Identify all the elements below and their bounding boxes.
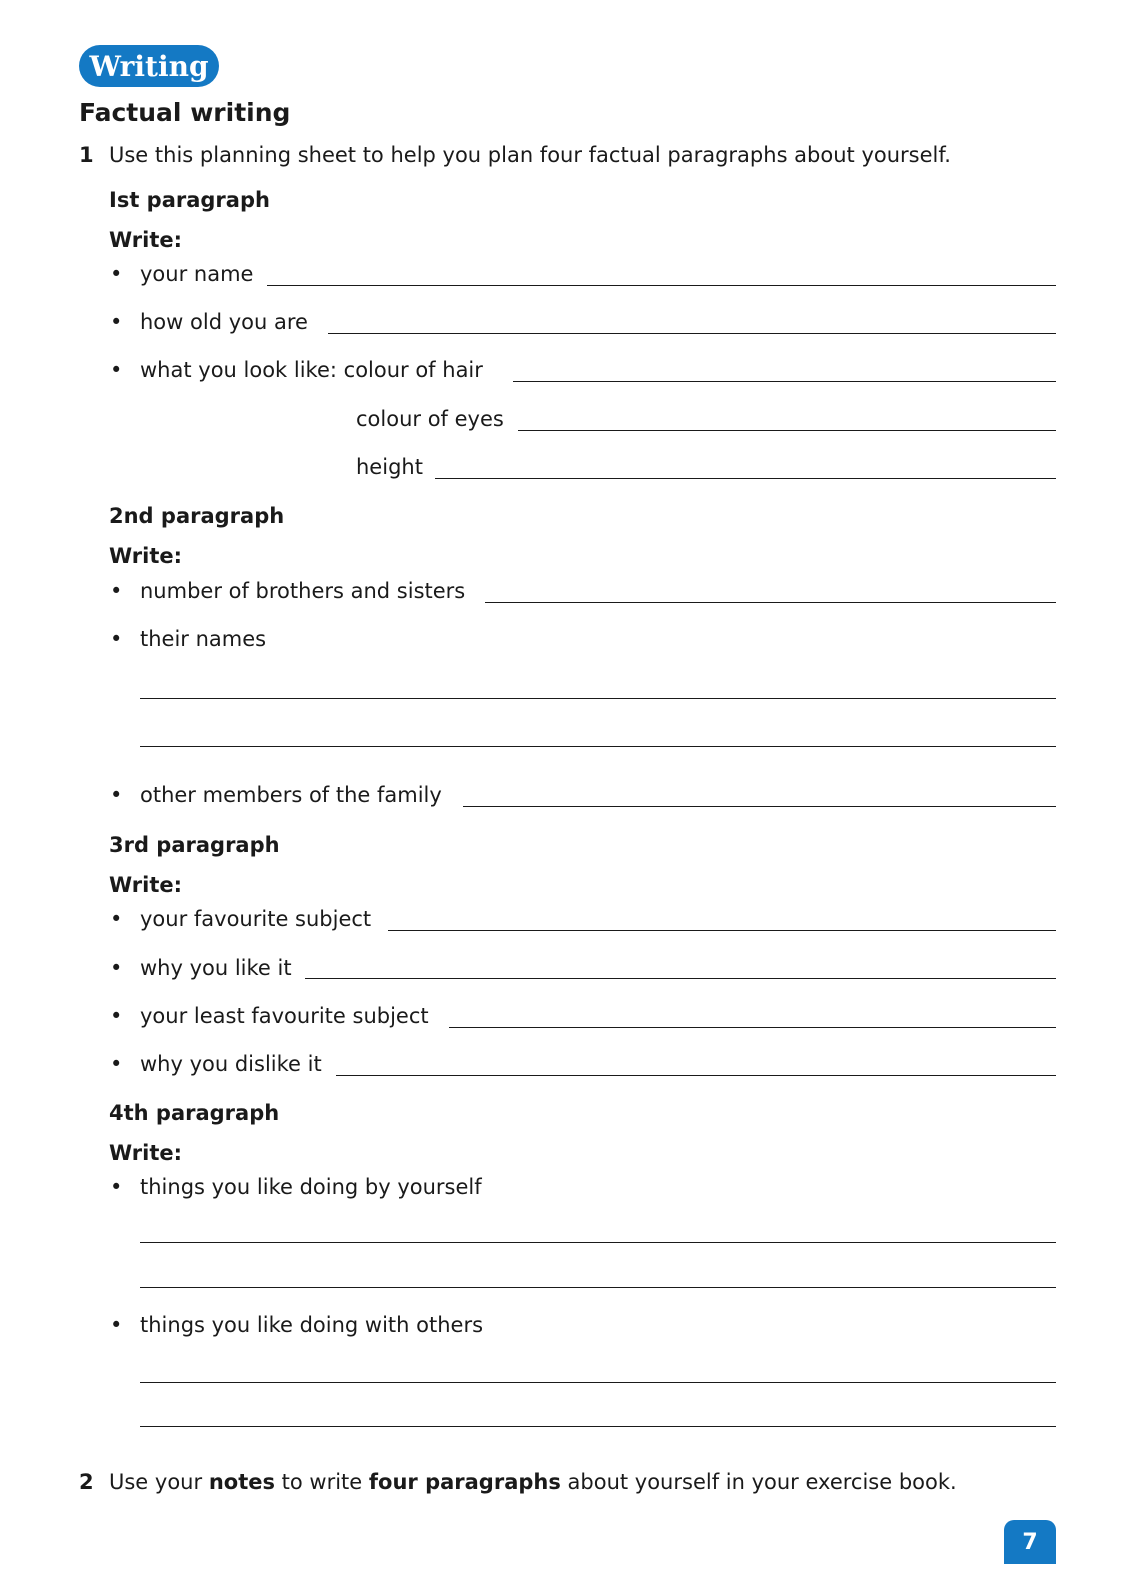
question-text (109, 1470, 957, 1494)
question-number: 1 (79, 143, 94, 167)
paragraph-heading: Ist paragraph (109, 188, 270, 212)
question-text-emphasis: notes (208, 1470, 275, 1494)
write-label: Write: (109, 873, 183, 897)
bullet-icon: • (110, 358, 123, 382)
write-label: Write: (109, 544, 183, 568)
prompt-label: how old you are (140, 310, 308, 334)
prompt-label: number of brothers and sisters (140, 579, 466, 603)
question-text-emphasis: four paragraphs (368, 1470, 561, 1494)
answer-line[interactable] (328, 333, 1056, 334)
page-title: Factual writing (79, 98, 291, 127)
answer-line[interactable] (140, 1242, 1056, 1243)
bullet-icon: • (110, 907, 123, 931)
prompt-label: height (356, 455, 423, 479)
answer-line[interactable] (140, 1426, 1056, 1427)
question-text-part: about yourself in your exercise book. (560, 1470, 957, 1494)
answer-line[interactable] (388, 930, 1056, 931)
prompt-label: their names (140, 627, 267, 651)
question-text-part: Use your (109, 1470, 209, 1494)
paragraph-heading: 2nd paragraph (109, 504, 285, 528)
write-label: Write: (109, 1141, 183, 1165)
answer-line[interactable] (463, 806, 1056, 807)
prompt-label: colour of eyes (356, 407, 504, 431)
answer-line[interactable] (336, 1075, 1056, 1076)
prompt-label: your name (140, 262, 254, 286)
prompt-label: things you like doing by yourself (140, 1175, 482, 1199)
prompt-label: why you like it (140, 956, 292, 980)
answer-line[interactable] (449, 1027, 1056, 1028)
bullet-icon: • (110, 1004, 123, 1028)
answer-line[interactable] (140, 1287, 1056, 1288)
prompt-label: why you dislike it (140, 1052, 322, 1076)
bullet-icon: • (110, 1313, 123, 1337)
prompt-label: your favourite subject (140, 907, 372, 931)
question-text: Use this planning sheet to help you plan four factual paragraphs about yourself. (109, 143, 951, 167)
answer-line[interactable] (305, 978, 1056, 979)
question-number: 2 (79, 1470, 94, 1494)
bullet-icon: • (110, 1175, 123, 1199)
answer-line[interactable] (140, 1382, 1056, 1383)
prompt-label: what you look like: colour of hair (140, 358, 483, 382)
answer-line[interactable] (140, 698, 1056, 699)
prompt-label: your least favourite subject (140, 1004, 429, 1028)
bullet-icon: • (110, 627, 123, 651)
bullet-icon: • (110, 579, 123, 603)
paragraph-heading: 3rd paragraph (109, 833, 280, 857)
answer-line[interactable] (267, 285, 1056, 286)
bullet-icon: • (110, 1052, 123, 1076)
answer-line[interactable] (435, 478, 1056, 479)
question-text-part: to write (274, 1470, 369, 1494)
bullet-icon: • (110, 783, 123, 807)
section-badge: Writing (79, 45, 219, 87)
answer-line[interactable] (513, 381, 1056, 382)
bullet-icon: • (110, 310, 123, 334)
answer-line[interactable] (518, 430, 1056, 431)
prompt-label: other members of the family (140, 783, 442, 807)
paragraph-heading: 4th paragraph (109, 1101, 280, 1125)
answer-line[interactable] (140, 746, 1056, 747)
bullet-icon: • (110, 262, 123, 286)
answer-line[interactable] (485, 602, 1056, 603)
prompt-label: things you like doing with others (140, 1313, 484, 1337)
page-number: 7 (1004, 1520, 1056, 1564)
bullet-icon: • (110, 956, 123, 980)
write-label: Write: (109, 228, 183, 252)
